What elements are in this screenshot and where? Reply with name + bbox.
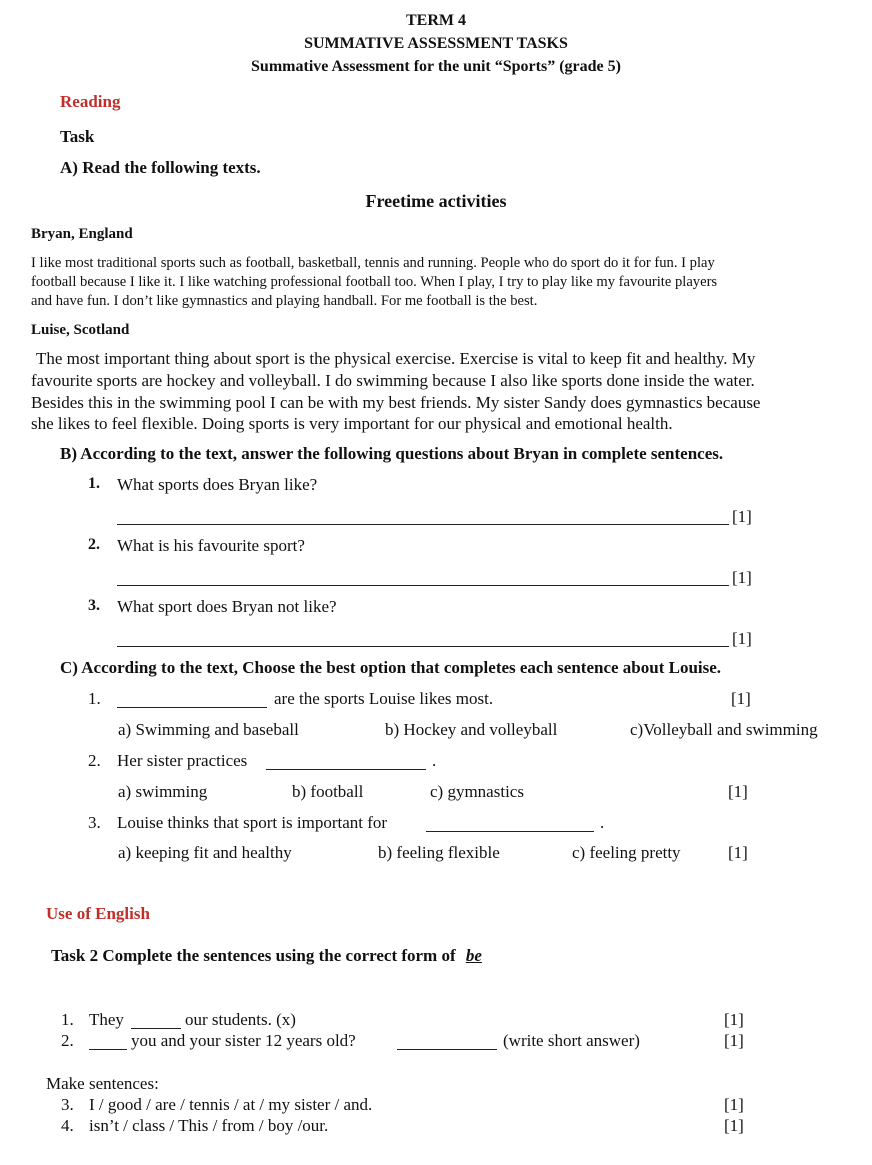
option-c[interactable]: c)Volleyball and swimming — [630, 720, 818, 739]
assessment-heading: SUMMATIVE ASSESSMENT TASKS — [304, 35, 568, 52]
mark-label: [1] — [731, 689, 751, 708]
bryan-text-line: football because I like it. I like watching professional football too. When I play, I try to play like my favourite players — [31, 274, 718, 290]
mark-label: [1] — [732, 629, 752, 648]
make-sentences-label: Make sentences: — [46, 1074, 159, 1093]
blank-line[interactable] — [266, 769, 426, 770]
sentence-end: . — [432, 751, 437, 770]
blank-line[interactable] — [117, 707, 267, 708]
answer-line[interactable] — [117, 646, 729, 647]
luise-text-line: she likes to feel flexible. Doing sports is very important for our physical and emotional health. — [31, 414, 673, 433]
option-b[interactable]: b) football — [292, 782, 364, 801]
option-a[interactable]: a) swimming — [118, 782, 208, 801]
sentence-prompt: isn’t / class / This / from / boy /our. — [89, 1116, 329, 1135]
term-heading: TERM 4 — [406, 12, 466, 29]
use-of-english-section-label: Use of English — [46, 904, 150, 923]
option-b[interactable]: b) feeling flexible — [378, 843, 500, 862]
item-text-after: you and your sister 12 years old? — [131, 1031, 356, 1050]
option-a[interactable]: a) keeping fit and healthy — [118, 843, 292, 862]
answer-line[interactable] — [117, 524, 729, 525]
option-c[interactable]: c) gymnastics — [430, 782, 524, 801]
unit-title: Summative Assessment for the unit “Sports” (grade 5) — [251, 58, 621, 75]
option-c[interactable]: c) feeling pretty — [572, 843, 681, 862]
mark-label: [1] — [732, 507, 752, 526]
question-number: 3. — [88, 597, 100, 614]
sentence-end: . — [600, 813, 605, 832]
instruction-b: B) According to the text, answer the following questions about Bryan in complete sentences. — [60, 444, 724, 463]
sentence-prompt: I / good / are / tennis / at / my sister / and. — [89, 1095, 373, 1114]
item-hint: (write short answer) — [503, 1031, 640, 1050]
question-number: 1. — [88, 475, 100, 492]
question-number: 1. — [88, 689, 101, 708]
mark-label: [1] — [732, 568, 752, 587]
mark-label: [1] — [724, 1010, 744, 1029]
item-number: 2. — [61, 1031, 74, 1050]
bryan-text-line: I like most traditional sports such as football, basketball, tennis and running. People who do sport do it for fun. I play — [31, 255, 715, 271]
option-b[interactable]: b) Hockey and volleyball — [385, 720, 558, 739]
question-text: What sport does Bryan not like? — [117, 597, 337, 616]
luise-text-line: favourite sports are hockey and volleyball. I do swimming because I also like sports done inside the water. — [31, 371, 755, 390]
mark-label: [1] — [724, 1031, 744, 1050]
text-title: Freetime activities — [365, 191, 507, 211]
bryan-name: Bryan, England — [31, 226, 133, 242]
option-a[interactable]: a) Swimming and baseball — [118, 720, 299, 739]
item-text-before: They — [89, 1010, 124, 1029]
task-label: Task — [60, 127, 95, 146]
mark-label: [1] — [724, 1116, 744, 1135]
question-number: 2. — [88, 751, 101, 770]
reading-section-label: Reading — [60, 92, 121, 111]
mark-label: [1] — [728, 782, 748, 801]
task2-instruction-text: Task 2 Complete the sentences using the correct form of — [51, 946, 456, 965]
item-number: 3. — [61, 1095, 74, 1114]
task2-keyword: be — [465, 946, 482, 965]
question-text: What is his favourite sport? — [117, 536, 305, 555]
luise-text-line: Besides this in the swimming pool I can be with my best friends. My sister Sandy does gymnastics because — [31, 393, 761, 412]
luise-name: Luise, Scotland — [31, 322, 130, 338]
task2-instruction — [51, 946, 482, 966]
question-text: are the sports Louise likes most. — [274, 689, 494, 708]
question-text: Her sister practices — [117, 751, 248, 770]
answer-line[interactable] — [117, 585, 729, 586]
mark-label: [1] — [724, 1095, 744, 1114]
question-text: Louise thinks that sport is important for — [117, 813, 388, 832]
item-number: 4. — [61, 1116, 74, 1135]
mark-label: [1] — [728, 843, 748, 862]
bryan-text-line: and have fun. I don’t like gymnastics and playing handball. For me football is the best. — [31, 293, 538, 309]
blank-line[interactable] — [131, 1028, 181, 1029]
blank-line[interactable] — [426, 831, 594, 832]
item-number: 1. — [61, 1010, 74, 1029]
blank-line[interactable] — [397, 1049, 497, 1050]
instruction-c: C) According to the text, Choose the best option that completes each sentence about Louise. — [60, 658, 722, 677]
question-number: 2. — [88, 536, 100, 553]
question-text: What sports does Bryan like? — [117, 475, 318, 494]
luise-text-line: The most important thing about sport is the physical exercise. Exercise is vital to keep fit and healthy. My — [36, 349, 756, 368]
question-number: 3. — [88, 813, 101, 832]
instruction-a: A) Read the following texts. — [60, 158, 261, 177]
item-text-after: our students. (x) — [185, 1010, 296, 1029]
blank-line[interactable] — [89, 1049, 127, 1050]
